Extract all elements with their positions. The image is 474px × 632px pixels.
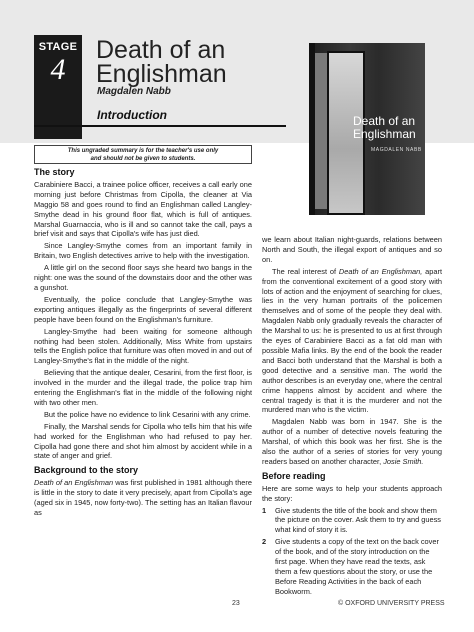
book-title-italic: Death of an Englishman xyxy=(34,478,114,488)
list-item xyxy=(262,506,442,536)
notice-line-1: This ungraded summary is for the teacher's use only xyxy=(67,148,219,154)
before-reading-steps xyxy=(262,506,442,597)
background-text: Magdalen Nabb was born in 1947. She is the author of a number of detective novels featuring the Marshal, of which this book was her first. She is the also the author of a series of stories for very young readers based on another character, xyxy=(262,417,442,466)
book-title-italic: Death of an Englishman, xyxy=(338,266,423,276)
left-column xyxy=(34,168,252,520)
background-paragraph xyxy=(262,267,442,416)
section-label: Introduction xyxy=(97,108,167,122)
cover-author: MAGDALEN NABB xyxy=(371,147,422,153)
title-line-1: Death of an xyxy=(96,36,226,64)
cover-title-line-2: Englishman xyxy=(353,127,416,141)
stage-label: STAGE xyxy=(38,41,78,53)
stage-number: 4 xyxy=(50,53,66,86)
background-paragraph: we learn about Italian night-guards, relations between North and South, the illegal export of antiques and so on. xyxy=(262,235,442,264)
cover-title xyxy=(353,115,423,141)
before-reading-heading: Before reading xyxy=(262,470,326,481)
story-paragraph: Eventually, the police conclude that Langley-Smythe was exporting antiques illegally as the fingerprints of several different people have been found on the Englishman's furniture. xyxy=(34,294,252,324)
background-text: The real interest of xyxy=(272,266,339,276)
story-paragraph: Believing that the antique dealer, Cesarini, from the first floor, is involved in the murder and the illegal trade, the police trap him entering the Englishman's flat in the middle of the following night with two other men. xyxy=(34,368,252,407)
story-paragraph: Langley-Smythe had been waiting for someone although nothing had been stolen. Additionally, Miss White from upstairs tells the English police that furniture was often moved in and out of Langley-Smythe's flat in the middle of the night. xyxy=(34,326,252,366)
step-number: 2 xyxy=(262,537,267,547)
before-reading-intro: Here are some ways to help your students approach the story: xyxy=(262,483,442,503)
character-name-italic: Josie Smith. xyxy=(383,456,424,466)
right-column xyxy=(262,235,442,599)
list-item xyxy=(262,537,442,596)
background-text: was first published in 1981 although there is little in the story to date it very precisely, apart from Cipolla's age (aged six in 1945, now forty-two). The setting has an Italian flavour as xyxy=(34,478,252,517)
notice-line-2: and should not be given to students. xyxy=(90,156,196,162)
step-text: Give students the title of the book and show them the picture on the cover. Ask them to try and guess what kind of story it is. xyxy=(275,505,441,535)
page-title xyxy=(96,38,227,86)
publisher-copyright: © OXFORD UNIVERSITY PRESS xyxy=(338,600,445,607)
page-number: 23 xyxy=(232,600,240,607)
story-heading: The story xyxy=(34,167,75,177)
story-paragraph: Finally, the Marshal sends for Cipolla who tells him that his wife had worked for the Englishman who had refused to pay her. Cipolla had gone there and shot him almost by accident while in a state of anger and grief. xyxy=(34,421,252,461)
background-heading: Background to the story xyxy=(34,465,139,476)
cover-title-line-1: Death of an xyxy=(353,114,416,128)
stage-badge xyxy=(34,35,82,139)
background-text: apart from the conventional excitement of a good story with lots of action and the enjoyment of searching for clues, lies in the very human portraits of the policemen themselves and of some of the people they deal with. Magdalen Nabb only gradually reveals the character of the Marshal to us: he is presented to us at first through the eyes of Carabiniere Bacci as a fat old man with possible Mafia links. By the end of the book the reader and Bacci both understand that the Marshal is both a good detective and a sensitive man. The world the author describes is an everyday one, where the central crime happens almost by accident and where the central tragedy is that it is the murderer and not the murdered man who is the victim. xyxy=(262,266,443,415)
step-text: Give students a copy of the text on the back cover of the book, and of the story introduction on the first page. When they have read the texts, ask them a few questions about the story, or use the Before Reading Activities in the back of each Bookworm. xyxy=(275,537,439,596)
book-cover-image xyxy=(309,43,425,215)
story-paragraph: A little girl on the second floor says she heard two bangs in the night: one was the sound of the downstairs door and the other was a gunshot. xyxy=(34,263,252,292)
background-paragraph xyxy=(262,417,442,467)
background-paragraph xyxy=(34,478,252,518)
section-rule xyxy=(34,125,286,127)
title-line-2: Englishman xyxy=(96,60,227,88)
story-paragraph: Carabiniere Bacci, a trainee police officer, receives a call early one morning just before Christmas from Cipolla, the cleaner at Via Maggio 58 and goes round to find an Englishman called Langley-Smythe dead in his ground floor flat, which is full of antiques. Marshal Guarnaccia, who is ill and so cannot take the call, pays a brief visit and says that Cipolla's wife has just died. xyxy=(34,179,252,239)
step-number: 1 xyxy=(262,505,267,515)
story-paragraph: Since Langley-Smythe comes from an important family in Britain, two English detectives arrive to help with the investigation. xyxy=(34,241,252,261)
author-name: Magdalen Nabb xyxy=(97,86,171,97)
story-paragraph: But the police have no evidence to link Cesarini with any crime. xyxy=(44,409,251,419)
cover-spine-stripe xyxy=(309,43,315,215)
teacher-notice-box xyxy=(34,145,252,164)
